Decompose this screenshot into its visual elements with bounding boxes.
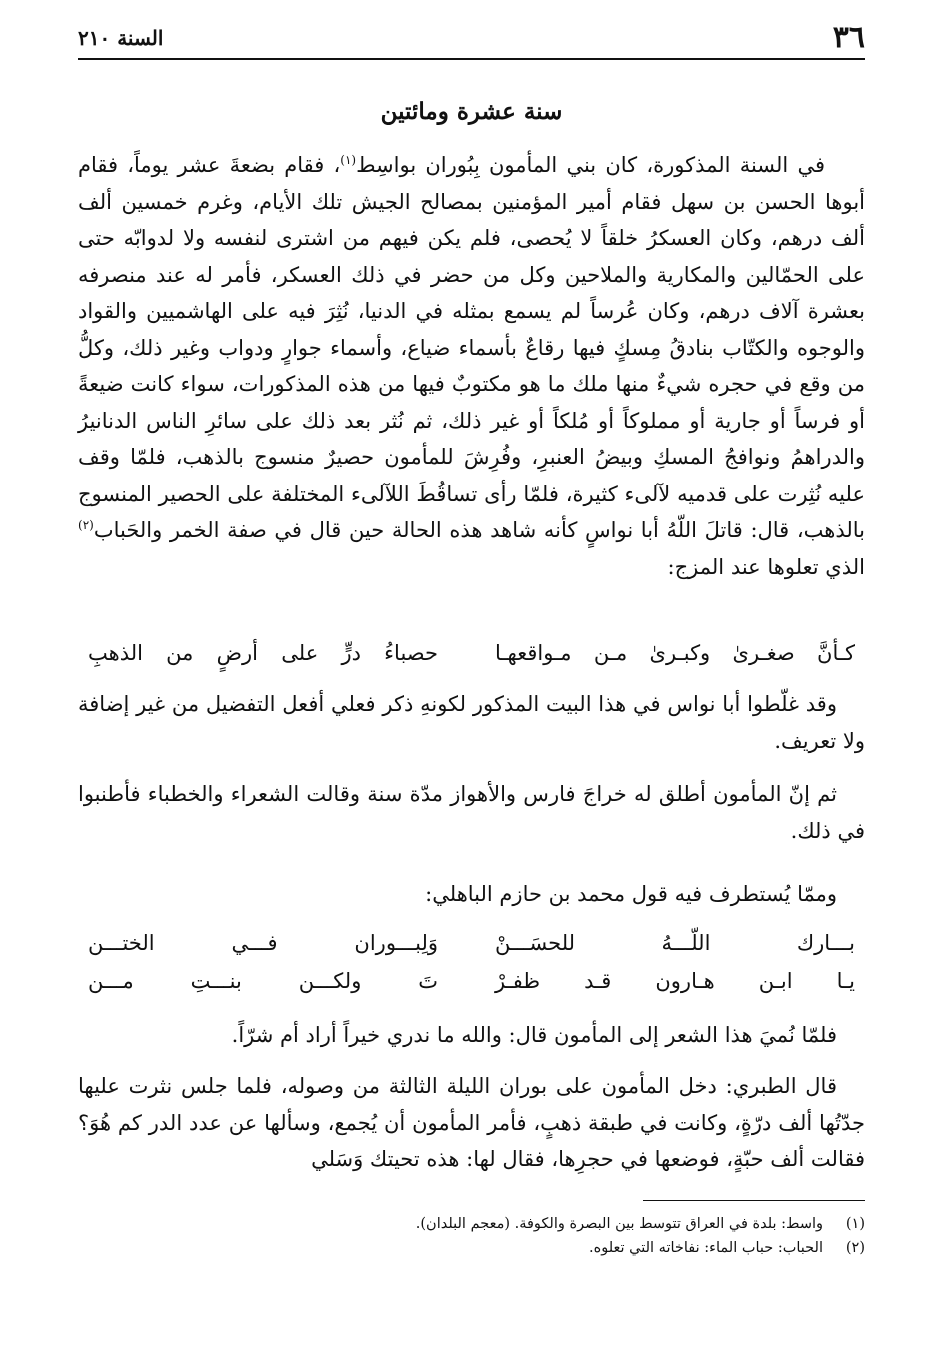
paragraph-1 (78, 147, 865, 585)
book-page (78, 0, 865, 1367)
page-header (78, 18, 865, 60)
footnote-text: واسط: بلدة في العراق تتوسط بين البصرة والكوفة. (معجم البلدان). (415, 1216, 823, 1232)
verse-line-2 (78, 925, 865, 961)
footnote-divider (643, 1200, 865, 1201)
footnote-number: (١) (845, 1216, 865, 1232)
paragraph-1-text-a: في السنة المذكورة، كان بني المأمون بِبُوران بواسِط (356, 153, 825, 177)
section-title: سنة عشرة ومائتين (380, 98, 563, 125)
paragraph-5: فلمّا نُميَ هذا الشعر إلى المأمون قال: والله ما ندري خيراً أراد أم شرّاً. (231, 1023, 837, 1047)
footnote-number: (٢) (845, 1240, 865, 1256)
verse-2-first-hemistich: بـــارك اللّـــهُ للحسَـــنْ (495, 931, 855, 955)
footnote-text: الحباب: حباب الماء: نفاخاته التي تعلوه. (589, 1240, 823, 1256)
paragraph-3: ثم إنّ المأمون أطلق له خراجَ فارس والأهواز مدّة سنة وقالت الشعراء والخطباء فأطنبوا في ذلك. (78, 782, 865, 843)
paragraph-1-text-b: ، فقام بضعةَ عشر يوماً، فقام أبوها الحسن بن سهل فقام أمير المؤمنين بمصالح الجيش تلك الأيام، وغرم خمسين ألف ألف درهم، وكان العسكرُ خلقاً لا يُحصى، فلم يكن فيهم من اشترى لنفسه ولا لدوابّه حتى على الحمّالين والمكارية والملاحين وكل من حضر في ذلك العسكر، فأمر له عند منصرفه بعشرة آلاف درهم، وكان عُرساً لم يسمع بمثله في الدنيا، نُثِرَ فيه على الهاشميين والقواد والوجوه والكتّاب بنادقُ مِسكٍ فيها رقاعٌ بأسماء ضياع، وأسماء جوارٍ ودواب وغير ذلك، وكلُّ من وقع في حجره شيءٌ منها ملك ما هو مكتوبٌ فيها من هذه المذكورات، سواء كانت ضيعةً أو فرساً أو جارية أو مملوكاً أو مُلكاً أو غير ذلك، ثم نُثر بعد ذلك على سائرِ الناس الدنانيرُ والدراهمُ ونوافجُ المسكِ وبيضُ العنبرِ، وفُرِشَ للمأمون حصيرٌ منسوج بالذهب، فلمّا وقف عليه نُثِرت على قدميه لآلىء كثيرة، فلمّا رأى تساقُطَ اللآلىء المختلفة على الحصير المنسوج بالذهب، قال: قاتلَ اللّهُ أبا نواسٍ كأنه شاهد هذه الحالة حين قال في صفة الخمر والحَباب (78, 153, 865, 542)
paragraph-6: قال الطبري: دخل المأمون على بوران الليلة الثالثة من وصوله، فلما جلس نثرت عليها جدّتُها ألف درّةٍ، وكانت في طبقة ذهبٍ، فأمر المأمون أن يُجمع، وسألها عن عدد الدر كم هُوَ؟ فقالت ألف حبّةٍ، فوضعها في حجرِها، فقال لها: هذه تحيتك وَسَلي (78, 1074, 865, 1171)
footnote-ref-1: (١) (340, 153, 357, 167)
footnotes (78, 1212, 865, 1260)
verse-line-3 (78, 963, 865, 999)
running-head: السنة ٢١٠ (78, 26, 164, 50)
footnote-item (78, 1236, 865, 1260)
paragraph-4: وممّا يُستطرف فيه قول محمد بن حازم الباهلي: (425, 882, 837, 906)
paragraph-2: وقد غلّطوا أبا نواس في هذا البيت المذكور لكونهِ ذكر فعلي أفعل التفضيل من غير إضافة ولا تعريف. (78, 692, 865, 753)
footnote-ref-2: (٢) (78, 518, 94, 532)
verse-1-first-hemistich: كـأنَّ صغـرىٰ وكبـرىٰ مـن مـواقعهـا (495, 641, 855, 665)
footnote-item (78, 1212, 865, 1236)
paragraph-1-text-c: الذي تعلوها عند المزج: (667, 554, 865, 579)
verse-3-first-hemistich: يـا ابـن هـارون قـد ظفـرْ (495, 969, 855, 993)
page-number: ٣٦ (832, 20, 865, 55)
verse-line-1 (78, 635, 865, 671)
verse-2-second-hemistich: وَلِبـــوران فـــي الختـــن (88, 931, 438, 955)
verse-1-second-hemistich: حصباءُ درٍّ على أرضٍ من الذهبِ (88, 641, 438, 665)
verse-3-second-hemistich: تَ ولكـــن بنـــتِ مـــن (88, 969, 438, 993)
